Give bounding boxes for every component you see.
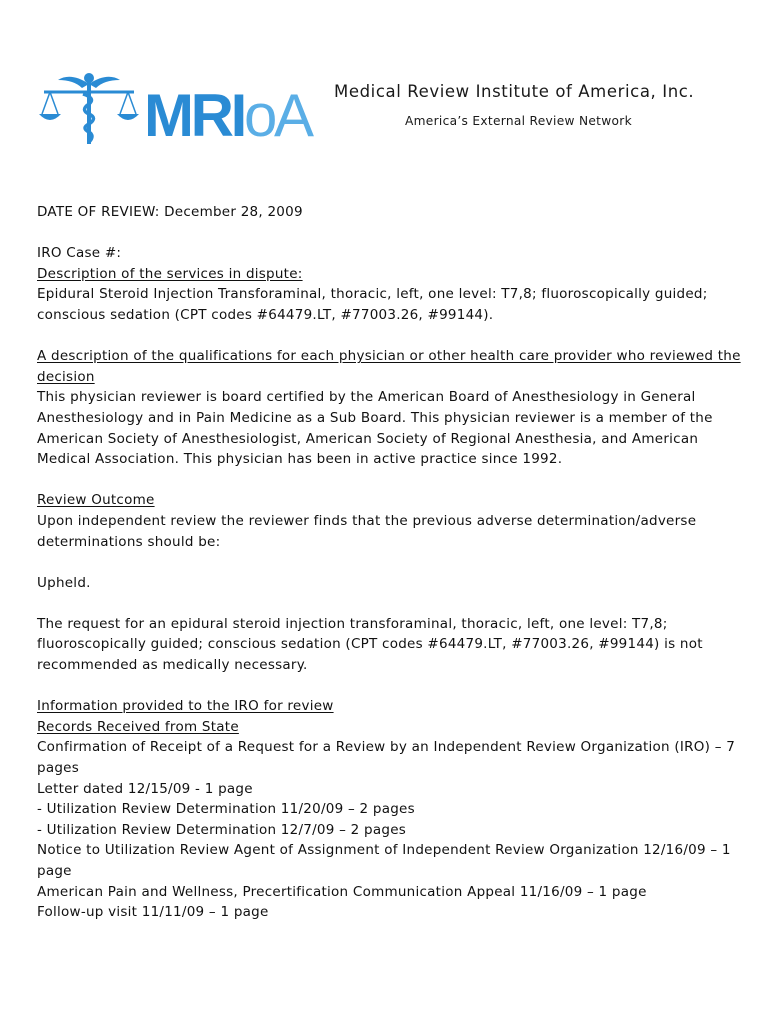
record-item: - Utilization Review Determination 11/20/09 – 2 pages: [37, 801, 415, 818]
record-item: pages: [37, 760, 80, 777]
record-item: Confirmation of Receipt of a Request for a Review by an Independent Review Organization (IRO) – 7: [37, 739, 736, 756]
request-text: The request for an epidural steroid injection transforaminal, thoracic, left, one level: T7,8;: [37, 615, 668, 632]
services-text: Epidural Steroid Injection Transforaminal, thoracic, left, one level: T7,8; fluoroscopically guided;: [37, 286, 708, 303]
qualifications-text: Anesthesiology and in Pain Medicine as a Sub Board. This physician reviewer is a member of the: [37, 409, 713, 426]
qualifications-heading: A description of the qualifications for each physician or other health care provider who reviewed the: [37, 348, 741, 365]
request-text: fluoroscopically guided; conscious sedation (CPT codes #64479.LT, #77003.26, #99144) is not: [37, 636, 703, 653]
records-heading: Records Received from State: [37, 718, 239, 735]
review-body: [37, 202, 741, 923]
qualifications-text: Medical Association. This physician has been in active practice since 1992.: [37, 451, 563, 468]
record-item: Letter dated 12/15/09 - 1 page: [37, 780, 253, 797]
outcome-text: Upon independent review the reviewer finds that the previous adverse determination/adverse: [37, 512, 697, 529]
record-item: Follow-up visit 11/11/09 – 1 page: [37, 904, 269, 921]
outcome-result: Upheld.: [37, 574, 91, 591]
services-text: conscious sedation (CPT codes #64479.LT, #77003.26, #99144).: [37, 306, 494, 323]
qualifications-text: American Society of Anesthesiologist, American Society of Regional Anesthesia, and American: [37, 430, 699, 447]
mrioa-logo: [36, 70, 316, 148]
info-heading: Information provided to the IRO for review: [37, 698, 334, 715]
qualifications-heading: decision: [37, 368, 95, 385]
outcome-text: determinations should be:: [37, 533, 221, 550]
org-tagline: America’s External Review Network: [405, 114, 632, 128]
request-text: recommended as medically necessary.: [37, 657, 308, 674]
record-item: Notice to Utilization Review Agent of Assignment of Independent Review Organization 12/16/09 – 1: [37, 842, 731, 859]
record-item: - Utilization Review Determination 12/7/09 – 2 pages: [37, 821, 407, 838]
org-name: Medical Review Institute of America, Inc.: [334, 82, 695, 101]
outcome-heading: Review Outcome: [37, 492, 155, 509]
org-header: [334, 82, 754, 128]
record-item: page: [37, 863, 72, 879]
date-of-review: DATE OF REVIEW: December 28, 2009: [37, 204, 303, 220]
iro-case-number: IRO Case #:: [37, 245, 122, 262]
services-heading: Description of the services in dispute:: [37, 265, 303, 282]
record-item: American Pain and Wellness, Precertification Communication Appeal 11/16/09 – 1 page: [37, 883, 647, 900]
logo-wordmark: MRIoA: [144, 82, 312, 148]
qualifications-text: This physician reviewer is board certified by the American Board of Anesthesiology in General: [37, 389, 696, 406]
caduceus-scales-logo-icon: [36, 70, 316, 148]
